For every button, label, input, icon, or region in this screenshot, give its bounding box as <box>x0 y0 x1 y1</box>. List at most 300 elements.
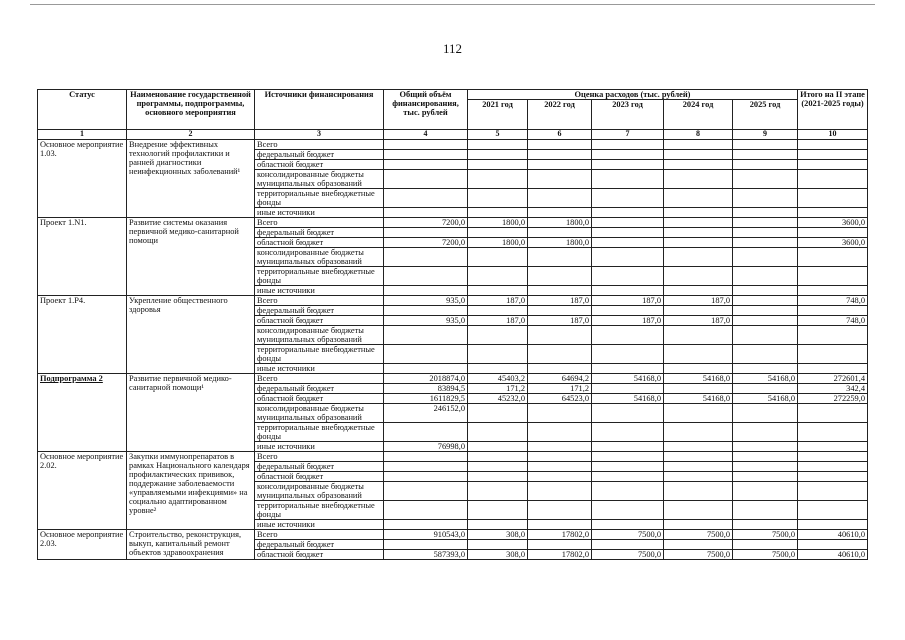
amount-cell <box>664 452 733 462</box>
amount-cell <box>384 364 468 374</box>
amount-cell <box>664 286 733 296</box>
amount-cell <box>664 404 733 423</box>
amount-cell: 187,0 <box>528 316 592 326</box>
amount-cell <box>384 472 468 482</box>
amount-cell <box>592 520 664 530</box>
funding-source-label: консолидированные бюджеты муниципальных образований <box>255 326 384 345</box>
amount-cell: 54168,0 <box>592 394 664 404</box>
amount-cell <box>733 482 798 501</box>
amount-cell: 748,0 <box>798 316 868 326</box>
funding-source-label: территориальные внебюджетные фонды <box>255 423 384 442</box>
financing-table-body <box>38 140 868 560</box>
amount-cell <box>528 208 592 218</box>
amount-cell <box>468 306 528 316</box>
row-status: Проект 1.P4. <box>38 296 127 374</box>
amount-cell <box>468 286 528 296</box>
amount-cell <box>528 442 592 452</box>
amount-cell <box>664 442 733 452</box>
amount-cell <box>528 482 592 501</box>
header-status: Статус <box>38 90 127 130</box>
amount-cell <box>664 248 733 267</box>
amount-cell <box>592 267 664 286</box>
amount-cell <box>664 218 733 228</box>
amount-cell <box>733 267 798 286</box>
row-status: Основное мероприятие 2.03. <box>38 530 127 560</box>
funding-source-label: консолидированные бюджеты муниципальных образований <box>255 404 384 423</box>
amount-cell <box>528 228 592 238</box>
amount-cell: 45232,0 <box>468 394 528 404</box>
row-status: Подпрограмма 2 <box>38 374 127 452</box>
row-program-name: Укрепление общественного здоровья <box>127 296 255 374</box>
amount-cell <box>468 472 528 482</box>
header-year-2025: 2025 год <box>733 100 798 130</box>
amount-cell <box>664 520 733 530</box>
amount-cell <box>733 364 798 374</box>
amount-cell <box>468 501 528 520</box>
header-year-2021: 2021 год <box>468 100 528 130</box>
funding-source-label: иные источники <box>255 442 384 452</box>
amount-cell <box>798 404 868 423</box>
amount-cell: 7500,0 <box>664 530 733 540</box>
amount-cell: 7500,0 <box>733 530 798 540</box>
col-number: 4 <box>384 130 468 140</box>
amount-cell <box>384 452 468 462</box>
amount-cell <box>592 306 664 316</box>
amount-cell <box>664 364 733 374</box>
amount-cell <box>664 170 733 189</box>
amount-cell <box>468 228 528 238</box>
row-program-name: Развитие системы оказания первичной медико-санитарной помощи <box>127 218 255 296</box>
table-row <box>38 530 868 540</box>
amount-cell: 83894,5 <box>384 384 468 394</box>
amount-cell <box>664 462 733 472</box>
amount-cell: 76998,0 <box>384 442 468 452</box>
amount-cell <box>528 520 592 530</box>
amount-cell <box>528 150 592 160</box>
amount-cell <box>468 170 528 189</box>
amount-cell <box>798 501 868 520</box>
funding-source-label: федеральный бюджет <box>255 384 384 394</box>
amount-cell: 1800,0 <box>528 218 592 228</box>
amount-cell <box>384 248 468 267</box>
funding-source-label: Всего <box>255 296 384 306</box>
amount-cell: 1800,0 <box>468 238 528 248</box>
amount-cell <box>664 423 733 442</box>
amount-cell <box>664 501 733 520</box>
amount-cell <box>592 160 664 170</box>
amount-cell: 64523,0 <box>528 394 592 404</box>
amount-cell: 187,0 <box>528 296 592 306</box>
header-year-2024: 2024 год <box>664 100 733 130</box>
funding-source-label: Всего <box>255 452 384 462</box>
amount-cell <box>733 286 798 296</box>
amount-cell: 587393,0 <box>384 550 468 560</box>
amount-cell <box>798 462 868 472</box>
funding-source-label: областной бюджет <box>255 472 384 482</box>
amount-cell <box>528 170 592 189</box>
amount-cell: 187,0 <box>468 316 528 326</box>
amount-cell <box>468 442 528 452</box>
amount-cell <box>468 404 528 423</box>
amount-cell <box>384 228 468 238</box>
amount-cell <box>592 442 664 452</box>
amount-cell <box>592 452 664 462</box>
header-sources: Источники финансирования <box>255 90 384 130</box>
amount-cell <box>798 189 868 208</box>
amount-cell: 748,0 <box>798 296 868 306</box>
funding-source-label: территориальные внебюджетные фонды <box>255 501 384 520</box>
amount-cell <box>592 150 664 160</box>
amount-cell: 272259,0 <box>798 394 868 404</box>
amount-cell: 308,0 <box>468 530 528 540</box>
amount-cell <box>468 452 528 462</box>
table-row <box>38 218 868 228</box>
amount-cell <box>592 228 664 238</box>
amount-cell <box>528 286 592 296</box>
table-row <box>38 140 868 150</box>
amount-cell <box>798 482 868 501</box>
amount-cell <box>384 140 468 150</box>
amount-cell <box>798 472 868 482</box>
funding-source-label: федеральный бюджет <box>255 462 384 472</box>
amount-cell: 342,4 <box>798 384 868 394</box>
amount-cell <box>592 189 664 208</box>
row-status: Проект 1.N1. <box>38 218 127 296</box>
amount-cell <box>664 228 733 238</box>
amount-cell <box>664 540 733 550</box>
amount-cell <box>798 160 868 170</box>
amount-cell: 187,0 <box>592 316 664 326</box>
financing-table <box>37 89 868 560</box>
amount-cell <box>592 540 664 550</box>
amount-cell: 910543,0 <box>384 530 468 540</box>
amount-cell <box>384 482 468 501</box>
amount-cell: 40610,0 <box>798 530 868 540</box>
amount-cell <box>384 540 468 550</box>
amount-cell <box>384 462 468 472</box>
amount-cell <box>468 540 528 550</box>
amount-cell <box>528 345 592 364</box>
amount-cell <box>528 326 592 345</box>
amount-cell <box>733 316 798 326</box>
amount-cell <box>384 170 468 189</box>
col-number: 5 <box>468 130 528 140</box>
amount-cell <box>384 208 468 218</box>
amount-cell: 935,0 <box>384 296 468 306</box>
amount-cell <box>664 306 733 316</box>
amount-cell <box>664 140 733 150</box>
amount-cell: 171,2 <box>528 384 592 394</box>
col-number: 1 <box>38 130 127 140</box>
amount-cell: 1800,0 <box>528 238 592 248</box>
amount-cell <box>592 286 664 296</box>
amount-cell <box>528 462 592 472</box>
amount-cell <box>798 170 868 189</box>
amount-cell: 17802,0 <box>528 530 592 540</box>
amount-cell <box>468 423 528 442</box>
col-number: 9 <box>733 130 798 140</box>
amount-cell <box>592 140 664 150</box>
amount-cell <box>733 296 798 306</box>
amount-cell: 7500,0 <box>733 550 798 560</box>
amount-cell <box>468 520 528 530</box>
amount-cell <box>384 306 468 316</box>
amount-cell: 45403,2 <box>468 374 528 384</box>
funding-source-label: федеральный бюджет <box>255 306 384 316</box>
col-number: 8 <box>664 130 733 140</box>
funding-source-label: территориальные внебюджетные фонды <box>255 345 384 364</box>
amount-cell: 7200,0 <box>384 238 468 248</box>
col-number: 2 <box>127 130 255 140</box>
amount-cell <box>384 189 468 208</box>
amount-cell <box>592 345 664 364</box>
amount-cell <box>528 423 592 442</box>
amount-cell <box>664 150 733 160</box>
amount-cell <box>798 208 868 218</box>
amount-cell <box>528 404 592 423</box>
amount-cell <box>592 501 664 520</box>
amount-cell <box>733 540 798 550</box>
amount-cell <box>664 160 733 170</box>
amount-cell <box>528 306 592 316</box>
amount-cell <box>733 150 798 160</box>
amount-cell <box>592 384 664 394</box>
amount-cell <box>733 345 798 364</box>
amount-cell: 7500,0 <box>664 550 733 560</box>
header-name: Наименование государственной программы, подпрограммы, основного мероприятия <box>127 90 255 130</box>
amount-cell <box>468 150 528 160</box>
amount-cell <box>733 228 798 238</box>
funding-source-label: консолидированные бюджеты муниципальных образований <box>255 482 384 501</box>
funding-source-label: областной бюджет <box>255 238 384 248</box>
amount-cell: 64694,2 <box>528 374 592 384</box>
amount-cell <box>528 140 592 150</box>
amount-cell <box>733 218 798 228</box>
table-row <box>38 296 868 306</box>
amount-cell: 7500,0 <box>592 530 664 540</box>
amount-cell <box>384 267 468 286</box>
header-estimate: Оценка расходов (тыс. рублей) <box>468 90 798 100</box>
top-edge-line <box>30 4 875 5</box>
amount-cell: 3600,0 <box>798 238 868 248</box>
amount-cell <box>592 218 664 228</box>
amount-cell <box>384 423 468 442</box>
funding-source-label: иные источники <box>255 520 384 530</box>
amount-cell <box>468 345 528 364</box>
amount-cell <box>798 364 868 374</box>
amount-cell <box>592 170 664 189</box>
page-number: 112 <box>442 41 463 56</box>
amount-cell <box>733 248 798 267</box>
amount-cell <box>384 501 468 520</box>
amount-cell <box>664 384 733 394</box>
funding-source-label: Всего <box>255 140 384 150</box>
amount-cell <box>468 482 528 501</box>
header-year-2023: 2023 год <box>592 100 664 130</box>
amount-cell: 308,0 <box>468 550 528 560</box>
amount-cell <box>733 306 798 316</box>
amount-cell <box>528 540 592 550</box>
amount-cell: 1800,0 <box>468 218 528 228</box>
amount-cell: 17802,0 <box>528 550 592 560</box>
amount-cell <box>798 150 868 160</box>
amount-cell: 187,0 <box>468 296 528 306</box>
amount-cell <box>733 501 798 520</box>
funding-source-label: областной бюджет <box>255 550 384 560</box>
amount-cell: 171,2 <box>468 384 528 394</box>
amount-cell: 187,0 <box>664 296 733 306</box>
amount-cell <box>733 472 798 482</box>
amount-cell <box>798 140 868 150</box>
amount-cell <box>528 267 592 286</box>
amount-cell <box>733 326 798 345</box>
row-program-name: Развитие первичной медико-санитарной помощи¹ <box>127 374 255 452</box>
funding-source-label: Всего <box>255 530 384 540</box>
amount-cell <box>468 189 528 208</box>
amount-cell <box>468 326 528 345</box>
amount-cell <box>733 238 798 248</box>
amount-cell <box>528 364 592 374</box>
amount-cell <box>798 228 868 238</box>
amount-cell <box>733 442 798 452</box>
amount-cell <box>664 208 733 218</box>
table-row <box>38 452 868 462</box>
col-number: 6 <box>528 130 592 140</box>
amount-cell <box>733 189 798 208</box>
amount-cell <box>664 326 733 345</box>
amount-cell: 246152,0 <box>384 404 468 423</box>
amount-cell <box>528 189 592 208</box>
amount-cell: 935,0 <box>384 316 468 326</box>
amount-cell <box>733 384 798 394</box>
amount-cell <box>592 238 664 248</box>
amount-cell: 54168,0 <box>733 394 798 404</box>
amount-cell: 54168,0 <box>664 374 733 384</box>
amount-cell <box>592 208 664 218</box>
amount-cell <box>733 404 798 423</box>
amount-cell: 187,0 <box>664 316 733 326</box>
amount-cell <box>528 472 592 482</box>
amount-cell <box>664 189 733 208</box>
amount-cell <box>468 248 528 267</box>
amount-cell <box>798 423 868 442</box>
amount-cell: 2018874,0 <box>384 374 468 384</box>
amount-cell <box>468 140 528 150</box>
amount-cell: 272601,4 <box>798 374 868 384</box>
header-year-2022: 2022 год <box>528 100 592 130</box>
table-row <box>38 374 868 384</box>
amount-cell <box>528 248 592 267</box>
funding-source-label: иные источники <box>255 286 384 296</box>
amount-cell <box>528 501 592 520</box>
amount-cell <box>384 520 468 530</box>
amount-cell <box>733 462 798 472</box>
amount-cell <box>468 364 528 374</box>
amount-cell <box>664 267 733 286</box>
row-status: Основное мероприятие 2.02. <box>38 452 127 530</box>
col-number: 7 <box>592 130 664 140</box>
amount-cell <box>798 306 868 316</box>
amount-cell <box>384 150 468 160</box>
col-number: 3 <box>255 130 384 140</box>
funding-source-label: Всего <box>255 374 384 384</box>
amount-cell <box>592 248 664 267</box>
amount-cell <box>664 238 733 248</box>
amount-cell: 54168,0 <box>592 374 664 384</box>
amount-cell: 1611829,5 <box>384 394 468 404</box>
row-program-name: Закупки иммунопрепаратов в рамках Национального календаря профилактических прививок, поддержание заболеваемости «управляемыми инфекциями» на социально адаптированном уровне² <box>127 452 255 530</box>
funding-source-label: федеральный бюджет <box>255 228 384 238</box>
amount-cell: 40610,0 <box>798 550 868 560</box>
amount-cell <box>664 482 733 501</box>
amount-cell: 7500,0 <box>592 550 664 560</box>
amount-cell <box>733 520 798 530</box>
funding-source-label: консолидированные бюджеты муниципальных образований <box>255 248 384 267</box>
amount-cell: 187,0 <box>592 296 664 306</box>
amount-cell <box>733 140 798 150</box>
amount-cell <box>468 462 528 472</box>
amount-cell <box>592 326 664 345</box>
funding-source-label: консолидированные бюджеты муниципальных образований <box>255 170 384 189</box>
row-program-name: Внедрение эффективных технологий профилактики и ранней диагностики неинфекционных заболеваний¹ <box>127 140 255 218</box>
col-number: 10 <box>798 130 868 140</box>
amount-cell <box>384 345 468 364</box>
amount-cell: 54168,0 <box>664 394 733 404</box>
amount-cell: 54168,0 <box>733 374 798 384</box>
amount-cell <box>384 286 468 296</box>
amount-cell <box>592 462 664 472</box>
amount-cell <box>733 423 798 442</box>
amount-cell: 7200,0 <box>384 218 468 228</box>
amount-cell <box>384 326 468 345</box>
amount-cell <box>733 160 798 170</box>
amount-cell <box>798 452 868 462</box>
amount-cell <box>733 170 798 189</box>
amount-cell <box>733 452 798 462</box>
amount-cell <box>664 472 733 482</box>
funding-source-label: иные источники <box>255 364 384 374</box>
amount-cell <box>798 540 868 550</box>
amount-cell <box>592 472 664 482</box>
amount-cell <box>798 442 868 452</box>
header-stage-total: Итого на II этапе (2021-2025 годы) <box>798 90 868 130</box>
amount-cell <box>664 345 733 364</box>
amount-cell <box>798 326 868 345</box>
funding-source-label: Всего <box>255 218 384 228</box>
amount-cell <box>798 267 868 286</box>
funding-source-label: областной бюджет <box>255 160 384 170</box>
amount-cell <box>592 404 664 423</box>
amount-cell <box>468 160 528 170</box>
amount-cell <box>592 423 664 442</box>
amount-cell <box>798 520 868 530</box>
amount-cell <box>733 208 798 218</box>
amount-cell: 3600,0 <box>798 218 868 228</box>
row-program-name: Строительство, реконструкция, выкуп, капитальный ремонт объектов здравоохранения <box>127 530 255 560</box>
amount-cell <box>528 160 592 170</box>
funding-source-label: территориальные внебюджетные фонды <box>255 267 384 286</box>
funding-source-label: территориальные внебюджетные фонды <box>255 189 384 208</box>
funding-source-label: федеральный бюджет <box>255 150 384 160</box>
amount-cell <box>798 345 868 364</box>
amount-cell <box>468 208 528 218</box>
amount-cell <box>384 160 468 170</box>
amount-cell <box>798 286 868 296</box>
amount-cell <box>468 267 528 286</box>
amount-cell <box>528 452 592 462</box>
funding-source-label: областной бюджет <box>255 316 384 326</box>
amount-cell <box>592 482 664 501</box>
